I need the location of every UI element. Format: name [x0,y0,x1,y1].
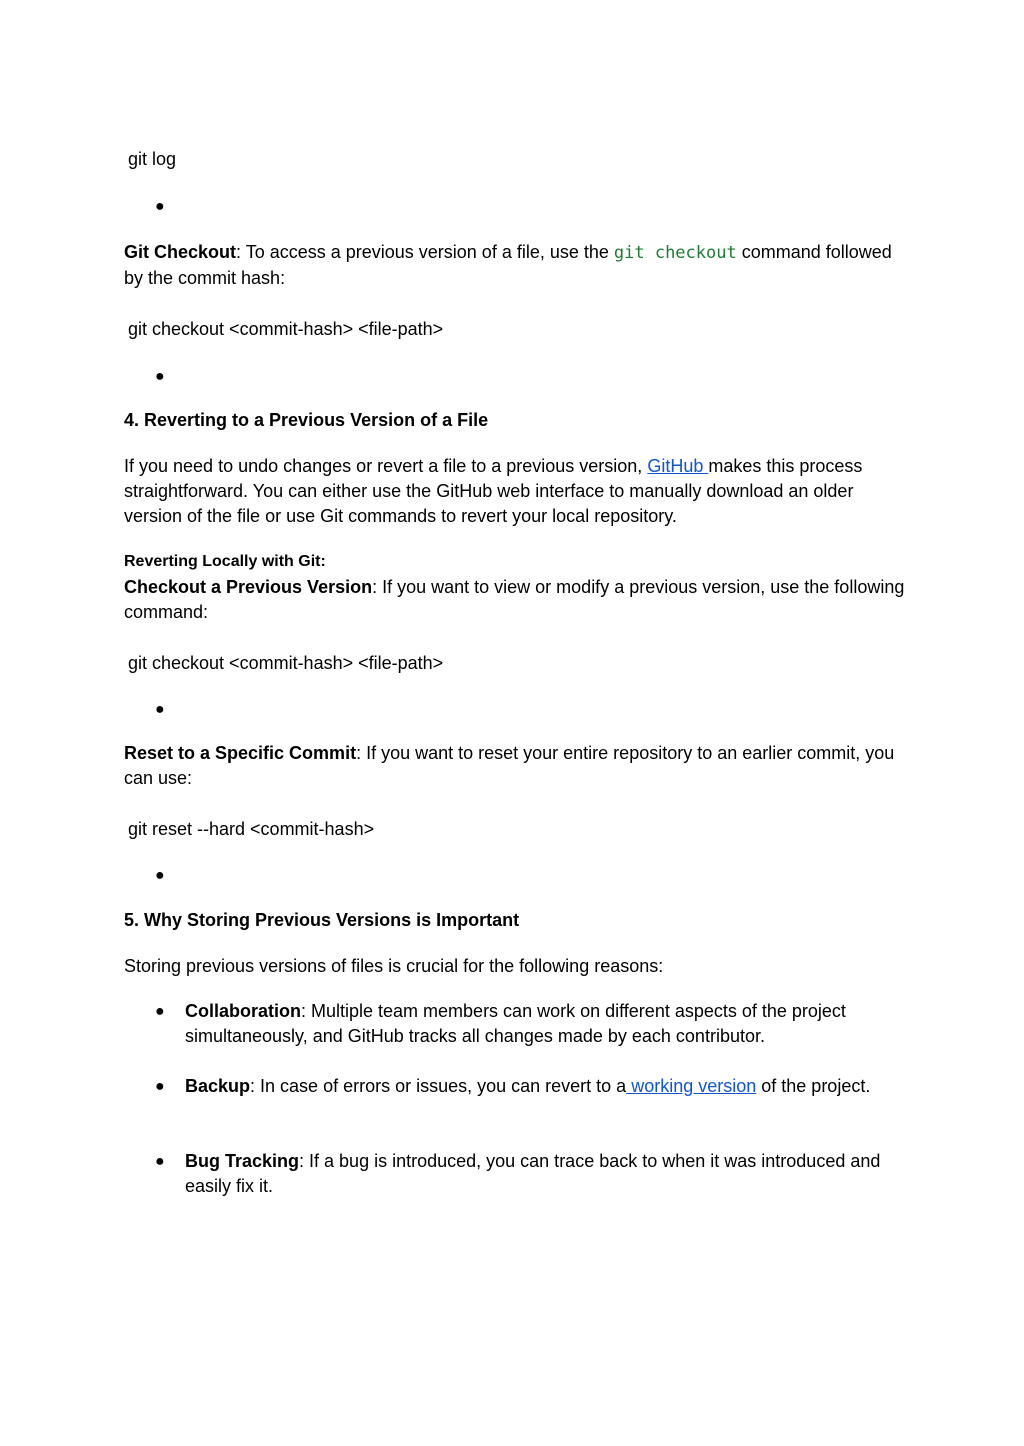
bullet-icon: ● [155,701,165,718]
inline-code: git checkout [613,243,737,263]
term-git-checkout: Git Checkout [124,242,237,262]
list-item: ● Collaboration: Multiple team members can work on different aspects of the project simultaneously, and GitHub tracks all changes made by each contributor. [155,1001,846,1046]
code-line-checkout: git checkout <commit-hash> <file-path> [128,653,444,673]
bullet-icon: ● [155,198,165,215]
bullet-icon: ● [155,1003,165,1020]
section-5-heading: 5. Why Storing Previous Versions is Important [124,910,520,930]
section-4-paragraph: If you need to undo changes or revert a file to a previous version, GitHub makes this process straightforward. You can either use the GitHub web interface to manually download an older version of the file or use Git commands to revert your local repository. [124,456,863,526]
bullet-icon: ● [155,867,165,884]
checkout-previous-paragraph: Checkout a Previous Version: If you want to view or modify a previous version, use the following command: [124,577,905,622]
code-line-checkout: git checkout <commit-hash> <file-path> [128,319,444,339]
section-4-heading: 4. Reverting to a Previous Version of a File [124,410,489,430]
subheading-reverting-locally: Reverting Locally with Git: [124,553,326,570]
list-item: ● Backup: In case of errors or issues, you can revert to a working version of the project. [155,1074,895,1099]
bullet-icon: ● [155,1078,165,1095]
code-line-reset: git reset --hard <commit-hash> [128,819,375,839]
working-version-link[interactable]: working version [626,1076,757,1096]
bullet-icon: ● [155,1153,165,1170]
code-line-git-log: git log [128,149,177,169]
reset-paragraph: Reset to a Specific Commit: If you want to reset your entire repository to an earlier commit, you can use: [124,743,895,788]
section-5-intro: Storing previous versions of files is crucial for the following reasons: [124,956,664,976]
git-checkout-paragraph: Git Checkout: To access a previous version of a file, use the git checkout command followed by the commit hash: [124,242,892,288]
github-link[interactable]: GitHub [647,456,709,476]
bullet-icon: ● [155,368,165,385]
list-item: ● Bug Tracking: If a bug is introduced, you can trace back to when it was introduced and easily fix it. [155,1151,881,1196]
